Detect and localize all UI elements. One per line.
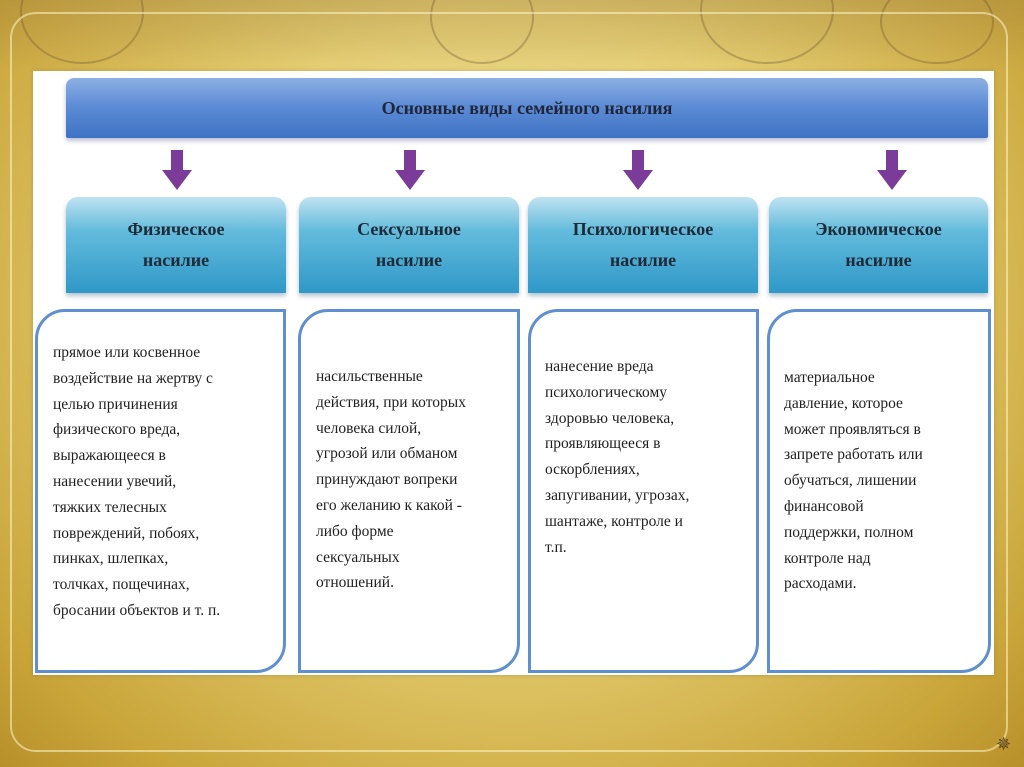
heading-line: насилие — [845, 250, 912, 270]
violence-type-heading-physical — [66, 197, 286, 293]
diagram-title-bar — [66, 78, 988, 138]
violence-type-heading-psychological — [528, 197, 758, 293]
heading-line: Физическое — [127, 219, 225, 239]
violence-type-heading-sexual — [299, 197, 519, 293]
heading-line: Сексуальное — [357, 219, 461, 239]
heading-line: насилие — [142, 250, 210, 270]
arrow-down-icon — [162, 150, 192, 192]
arrow-down-icon — [877, 150, 907, 192]
arrow-down-icon — [395, 150, 425, 192]
heading-line: насилие — [609, 250, 677, 270]
star-ornament-icon: ✵ — [996, 734, 1012, 755]
violence-description-physical: прямое или косвенное воздействие на жертву с целью причинения физического вреда, выражающееся в нанесении увечий, тяжких телесных повреждений, побоях, пинках, шлепках, толчках, пощечинах, бросании объектов и т. п. — [53, 344, 221, 619]
arrow-down-icon — [623, 150, 653, 192]
violence-description-sexual: насильственные действия, при которых человека силой, угрозой или обманом принуждают вопреки его желанию к какой - либо форме сексуальных отношений. — [316, 368, 466, 592]
heading-line: Психологическое — [572, 219, 714, 239]
heading-line: насилие — [375, 250, 443, 270]
diagram-title: Основные виды семейного насилия — [381, 97, 673, 118]
heading-line: Экономическое — [815, 219, 942, 239]
violence-description-economic: материальное давление, которое может проявляться в запрете работать или обучаться, лишении финансовой поддержки, полном контроле над расходами. — [784, 369, 923, 593]
violence-description-psychological: нанесение вреда психологическому здоровью человека, проявляющееся в оскорблениях, запугивании, угрозах, шантаже, контроле и т.п. — [545, 358, 690, 556]
violence-type-heading-economic — [769, 197, 988, 293]
